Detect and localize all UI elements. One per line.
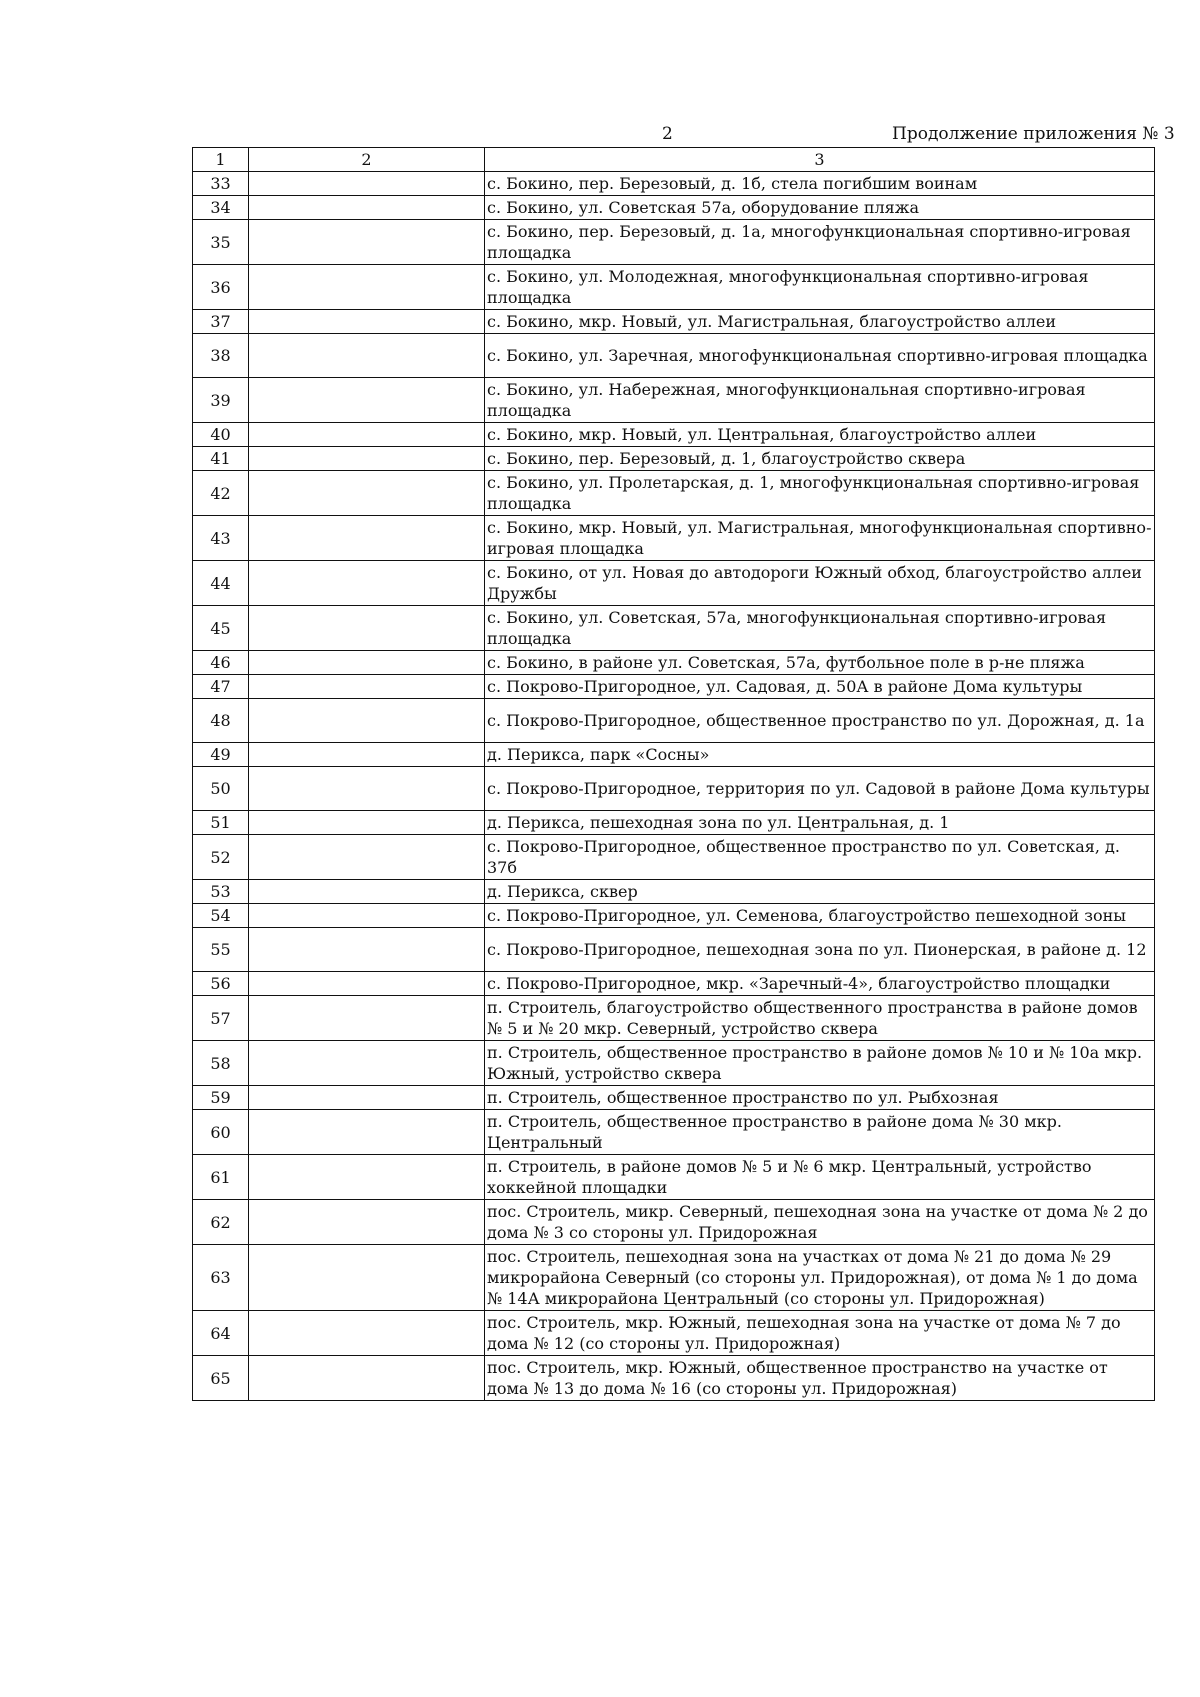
row-number: 44 — [193, 561, 249, 606]
appendix-note: Продолжение приложения № 3 — [892, 124, 1175, 144]
table-row — [193, 1200, 1155, 1245]
column-header-1: 1 — [193, 148, 249, 172]
row-number: 42 — [193, 471, 249, 516]
row-number: 57 — [193, 996, 249, 1041]
row-description: п. Строитель, общественное пространство в районе дома № 30 мкр. Центральный — [485, 1110, 1155, 1155]
row-number: 45 — [193, 606, 249, 651]
row-description: с. Бокино, мкр. Новый, ул. Магистральная, благоустройство аллеи — [485, 310, 1155, 334]
row-number: 47 — [193, 675, 249, 699]
table-row — [193, 172, 1155, 196]
table-row — [193, 561, 1155, 606]
row-number: 33 — [193, 172, 249, 196]
column-header-2: 2 — [249, 148, 485, 172]
blank-cell — [249, 378, 485, 423]
row-number: 38 — [193, 334, 249, 378]
row-number: 40 — [193, 423, 249, 447]
blank-cell — [249, 767, 485, 811]
row-description: с. Покрово-Пригородное, территория по ул. Садовой в районе Дома культуры — [485, 767, 1155, 811]
row-number: 35 — [193, 220, 249, 265]
table-row — [193, 880, 1155, 904]
row-description: с. Бокино, пер. Березовый, д. 1, благоустройство сквера — [485, 447, 1155, 471]
table-row — [193, 996, 1155, 1041]
row-number: 65 — [193, 1356, 249, 1401]
appendix-table — [192, 147, 1155, 1401]
row-number: 51 — [193, 811, 249, 835]
table-row — [193, 423, 1155, 447]
row-description: д. Перикса, сквер — [485, 880, 1155, 904]
blank-cell — [249, 471, 485, 516]
blank-cell — [249, 675, 485, 699]
blank-cell — [249, 447, 485, 471]
table-row — [193, 651, 1155, 675]
row-description: пос. Строитель, микр. Северный, пешеходная зона на участке от дома № 2 до дома № 3 со стороны ул. Придорожная — [485, 1200, 1155, 1245]
row-number: 64 — [193, 1311, 249, 1356]
row-description: пос. Строитель, мкр. Южный, общественное пространство на участке от дома № 13 до дома № 16 (со стороны ул. Придорожная) — [485, 1356, 1155, 1401]
table-row — [193, 220, 1155, 265]
blank-cell — [249, 423, 485, 447]
row-number: 50 — [193, 767, 249, 811]
row-number: 41 — [193, 447, 249, 471]
table-row — [193, 767, 1155, 811]
blank-cell — [249, 904, 485, 928]
row-description: с. Бокино, пер. Березовый, д. 1а, многофункциональная спортивно-игровая площадка — [485, 220, 1155, 265]
blank-cell — [249, 172, 485, 196]
table-row — [193, 1356, 1155, 1401]
row-description: с. Бокино, от ул. Новая до автодороги Южный обход, благоустройство аллеи Дружбы — [485, 561, 1155, 606]
row-number: 37 — [193, 310, 249, 334]
row-number: 63 — [193, 1245, 249, 1311]
table-row — [193, 972, 1155, 996]
blank-cell — [249, 835, 485, 880]
row-description: с. Бокино, ул. Советская, 57а, многофункциональная спортивно-игровая площадка — [485, 606, 1155, 651]
table-row — [193, 447, 1155, 471]
row-description: с. Бокино, в районе ул. Советская, 57а, футбольное поле в р-не пляжа — [485, 651, 1155, 675]
table-row — [193, 196, 1155, 220]
row-description: с. Бокино, ул. Молодежная, многофункциональная спортивно-игровая площадка — [485, 265, 1155, 310]
blank-cell — [249, 651, 485, 675]
row-description: с. Бокино, ул. Набережная, многофункциональная спортивно-игровая площадка — [485, 378, 1155, 423]
row-description: пос. Строитель, пешеходная зона на участках от дома № 21 до дома № 29 микрорайона Северный (со стороны ул. Придорожная), от дома № 1 до дома № 14А микрорайона Центральный (со стороны ул. Придорожная) — [485, 1245, 1155, 1311]
row-description: с. Бокино, ул. Пролетарская, д. 1, многофункциональная спортивно-игровая площадка — [485, 471, 1155, 516]
row-description: с. Бокино, ул. Советская 57а, оборудование пляжа — [485, 196, 1155, 220]
blank-cell — [249, 880, 485, 904]
table-row — [193, 835, 1155, 880]
blank-cell — [249, 743, 485, 767]
row-description: с. Бокино, ул. Заречная, многофункциональная спортивно-игровая площадка — [485, 334, 1155, 378]
row-description: д. Перикса, пешеходная зона по ул. Центральная, д. 1 — [485, 811, 1155, 835]
table-row — [193, 1245, 1155, 1311]
table-row — [193, 471, 1155, 516]
table-row — [193, 310, 1155, 334]
table-row — [193, 334, 1155, 378]
row-number: 52 — [193, 835, 249, 880]
row-description: с. Покрово-Пригородное, ул. Садовая, д. 50А в районе Дома культуры — [485, 675, 1155, 699]
row-number: 56 — [193, 972, 249, 996]
row-description: с. Покрово-Пригородное, пешеходная зона по ул. Пионерская, в районе д. 12 — [485, 928, 1155, 972]
blank-cell — [249, 1356, 485, 1401]
row-description: с. Покрово-Пригородное, ул. Семенова, благоустройство пешеходной зоны — [485, 904, 1155, 928]
row-number: 62 — [193, 1200, 249, 1245]
table-row — [193, 904, 1155, 928]
row-number: 48 — [193, 699, 249, 743]
blank-cell — [249, 606, 485, 651]
row-description: с. Бокино, мкр. Новый, ул. Магистральная, многофункциональная спортивно-игровая площадка — [485, 516, 1155, 561]
blank-cell — [249, 1155, 485, 1200]
blank-cell — [249, 334, 485, 378]
table-row — [193, 1110, 1155, 1155]
row-number: 46 — [193, 651, 249, 675]
row-number: 53 — [193, 880, 249, 904]
row-number: 49 — [193, 743, 249, 767]
blank-cell — [249, 1110, 485, 1155]
blank-cell — [249, 1086, 485, 1110]
row-number: 58 — [193, 1041, 249, 1086]
table-row — [193, 743, 1155, 767]
row-number: 54 — [193, 904, 249, 928]
row-description: п. Строитель, общественное пространство по ул. Рыбхозная — [485, 1086, 1155, 1110]
page-number: 2 — [662, 124, 673, 144]
blank-cell — [249, 196, 485, 220]
table-body — [193, 172, 1155, 1401]
blank-cell — [249, 1041, 485, 1086]
blank-cell — [249, 699, 485, 743]
table-row — [193, 378, 1155, 423]
table-row — [193, 811, 1155, 835]
blank-cell — [249, 1311, 485, 1356]
table-row — [193, 1041, 1155, 1086]
table-row — [193, 265, 1155, 310]
row-description: п. Строитель, благоустройство общественного пространства в районе домов № 5 и № 20 мкр. Северный, устройство сквера — [485, 996, 1155, 1041]
blank-cell — [249, 220, 485, 265]
row-number: 61 — [193, 1155, 249, 1200]
table-row — [193, 1155, 1155, 1200]
blank-cell — [249, 811, 485, 835]
blank-cell — [249, 1245, 485, 1311]
blank-cell — [249, 928, 485, 972]
row-number: 60 — [193, 1110, 249, 1155]
table-row — [193, 699, 1155, 743]
row-description: с. Покрово-Пригородное, общественное пространство по ул. Советская, д. 37б — [485, 835, 1155, 880]
blank-cell — [249, 972, 485, 996]
row-description: с. Бокино, мкр. Новый, ул. Центральная, благоустройство аллеи — [485, 423, 1155, 447]
row-description: с. Покрово-Пригородное, мкр. «Заречный-4», благоустройство площадки — [485, 972, 1155, 996]
blank-cell — [249, 996, 485, 1041]
row-description: пос. Строитель, мкр. Южный, пешеходная зона на участке от дома № 7 до дома № 12 (со стороны ул. Придорожная) — [485, 1311, 1155, 1356]
table-row — [193, 675, 1155, 699]
row-description: п. Строитель, в районе домов № 5 и № 6 мкр. Центральный, устройство хоккейной площадки — [485, 1155, 1155, 1200]
blank-cell — [249, 265, 485, 310]
row-description: с. Покрово-Пригородное, общественное пространство по ул. Дорожная, д. 1а — [485, 699, 1155, 743]
row-number: 43 — [193, 516, 249, 561]
row-number: 39 — [193, 378, 249, 423]
table-row — [193, 606, 1155, 651]
blank-cell — [249, 561, 485, 606]
blank-cell — [249, 310, 485, 334]
column-header-3: 3 — [485, 148, 1155, 172]
row-number: 34 — [193, 196, 249, 220]
row-number: 55 — [193, 928, 249, 972]
table-row — [193, 1311, 1155, 1356]
table-row — [193, 928, 1155, 972]
table-header-row — [193, 148, 1155, 172]
row-description: п. Строитель, общественное пространство в районе домов № 10 и № 10а мкр. Южный, устройство сквера — [485, 1041, 1155, 1086]
row-description: с. Бокино, пер. Березовый, д. 1б, стела погибшим воинам — [485, 172, 1155, 196]
blank-cell — [249, 516, 485, 561]
table-row — [193, 516, 1155, 561]
row-description: д. Перикса, парк «Сосны» — [485, 743, 1155, 767]
blank-cell — [249, 1200, 485, 1245]
table-row — [193, 1086, 1155, 1110]
row-number: 36 — [193, 265, 249, 310]
row-number: 59 — [193, 1086, 249, 1110]
